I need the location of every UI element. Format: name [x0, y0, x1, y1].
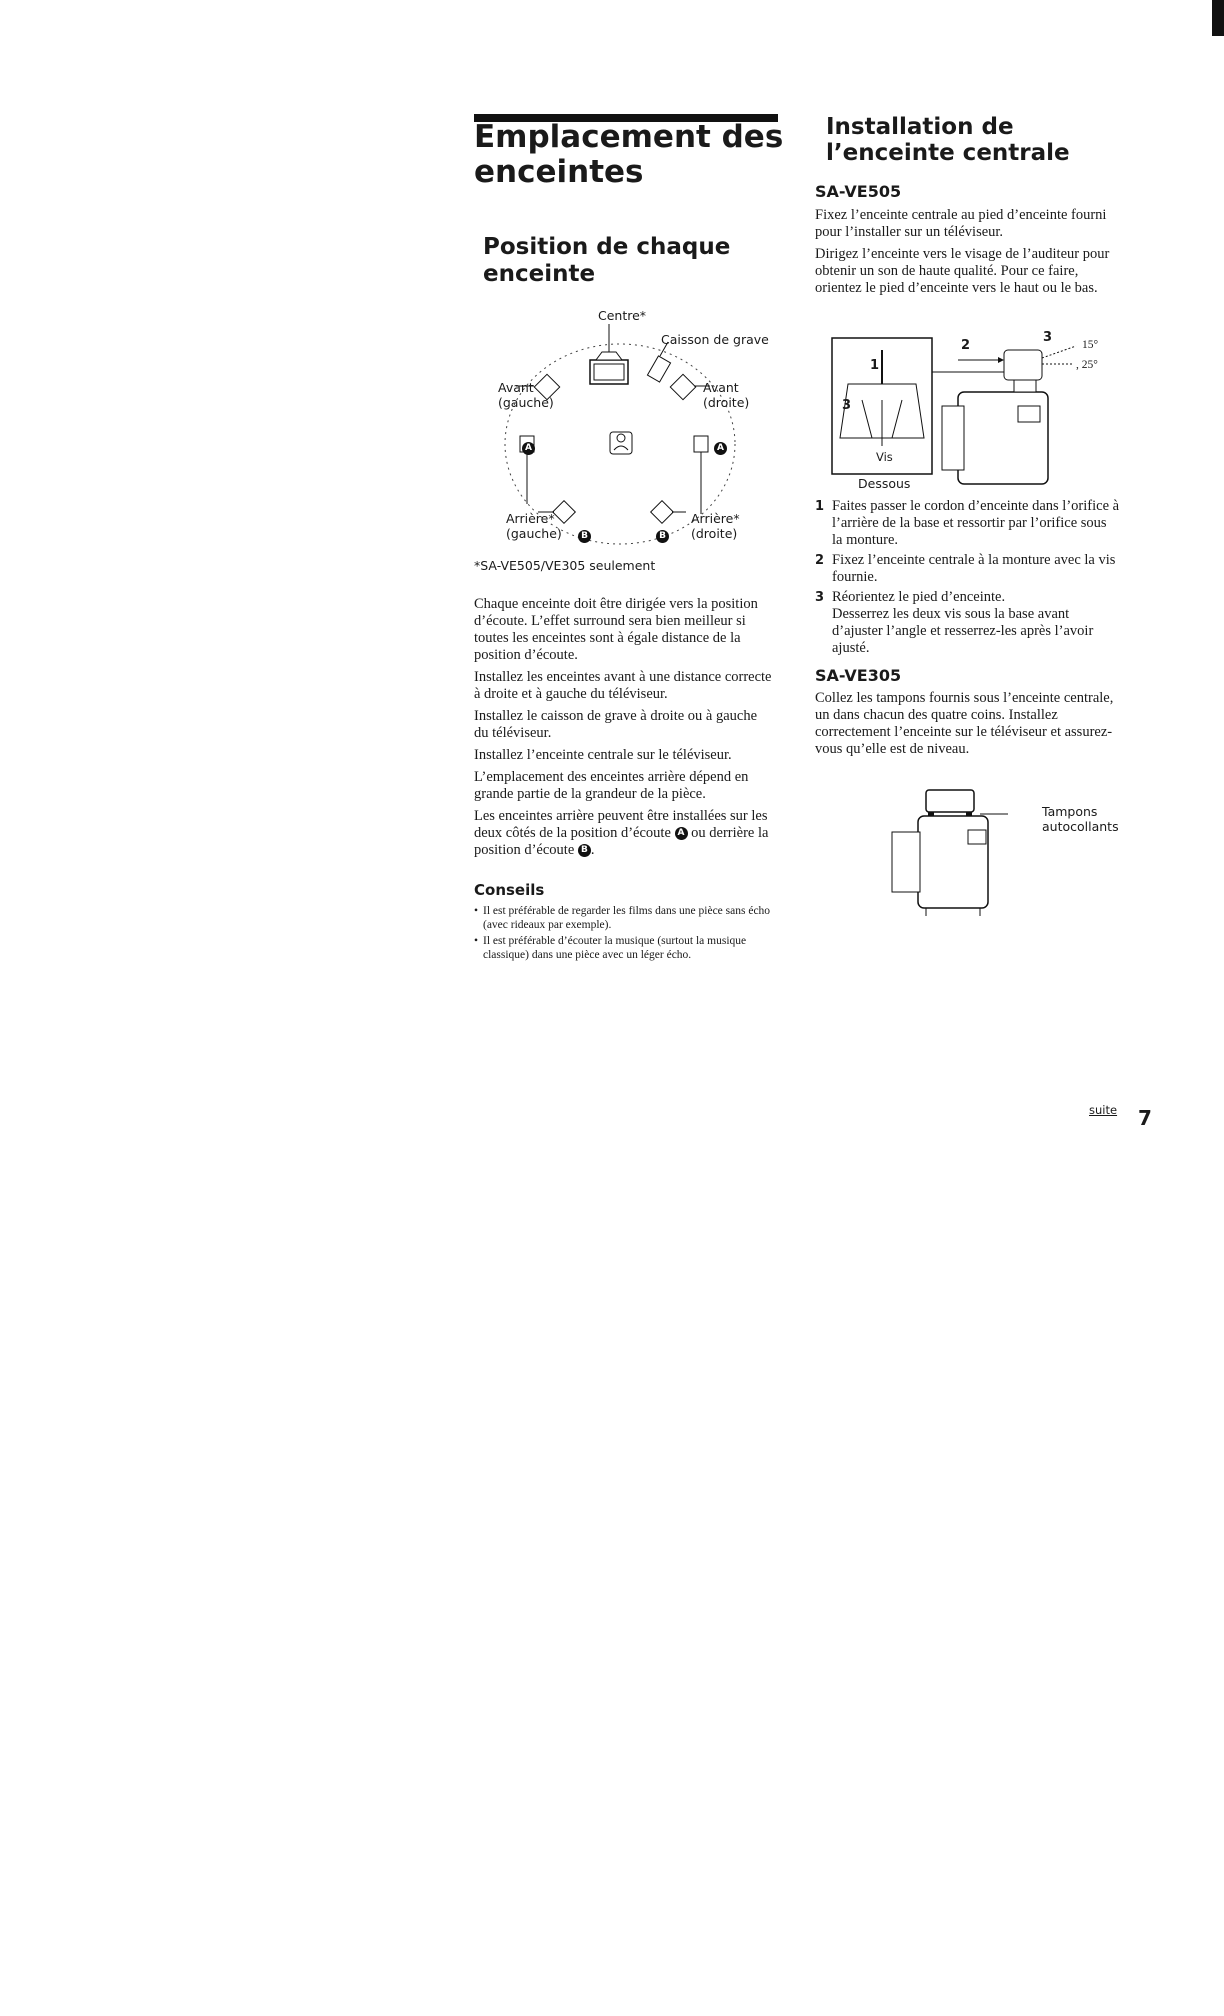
paragraph-6-part1: Les enceintes arrière peuvent être installées sur les deux côtés de la position d’écoute [474, 808, 768, 841]
footnote: *SA-VE505/VE305 seulement [474, 558, 656, 573]
fig1-angle-25: , 25° [1076, 359, 1098, 371]
step-number: 1 [815, 499, 825, 514]
step-item [815, 552, 1120, 586]
ve505-body [815, 207, 1120, 302]
fig1-step-3a: 3 [1043, 330, 1053, 345]
fig1-step-1: 1 [870, 358, 880, 373]
marker-a-left: A [522, 442, 535, 455]
paragraph-6-part2: ou derrière la position d’écoute [474, 825, 769, 858]
fig1-angle-15: 15° [1082, 339, 1099, 351]
marker-a-inline: A [675, 827, 688, 840]
marker-b-inline: B [578, 844, 591, 857]
stand-mounting-figure [828, 330, 1118, 498]
paragraph-4: Installez l’enceinte centrale sur le téléviseur. [474, 747, 732, 763]
paragraph-5: L’emplacement des enceintes arrière dépend en grande partie de la grandeur de la pièce. [474, 769, 749, 802]
subsection-title-ve305: SA-VE305 [815, 666, 902, 685]
page-number: 7 [1138, 1106, 1152, 1130]
step-item [815, 498, 1120, 549]
section-title-installation: Installation de l’enceinte centrale [826, 114, 1070, 166]
fig1-step-2: 2 [961, 338, 971, 353]
paragraph-6-part3: . [590, 842, 595, 858]
fig1-label-vis: Vis [876, 450, 893, 464]
page-edge-mark [1212, 0, 1224, 36]
step-number: 3 [815, 590, 825, 605]
marker-b-left: B [578, 530, 591, 543]
speaker-placement-diagram [488, 304, 788, 554]
label-adhesive-pads: Tampons autocollants [1042, 804, 1119, 834]
paragraph-3: Installez le caisson de grave à droite ou à gauche du téléviseur. [474, 708, 758, 741]
label-rear-right: Arrière* (droite) [691, 511, 740, 541]
stand-mounting-illustration [828, 330, 1118, 498]
label-front-right: Avant (droite) [703, 380, 750, 410]
ve305-paragraph: Collez les tampons fournis sous l’enceinte centrale, un dans chacun des quatre coins. Installez correctement l’enceinte sur le téléviseur et assurez-vous qu’elle est de niveau. [815, 690, 1114, 757]
step-text: Réorientez le pied d’enceinte. Desserrez les deux vis sous la base avant d’ajuster l’angle et resserrez-les après l’avoir ajusté. [832, 589, 1094, 656]
tip-item: • Il est préférable de regarder les films dans une pièce sans écho (avec rideaux par exemple). [474, 904, 774, 932]
paragraph-6 [474, 808, 774, 859]
step-text: Fixez l’enceinte centrale à la monture avec la vis fournie. [832, 552, 1116, 585]
page-title: Emplacement des enceintes [474, 119, 784, 190]
marker-b-right: B [656, 530, 669, 543]
paragraph-1: Chaque enceinte doit être dirigée vers la position d’écoute. L’effet surround sera bien meilleur si toutes les enceintes sont à égale distance de la position d’écoute. [474, 596, 758, 663]
label-center: Centre* [598, 308, 647, 323]
ve505-paragraph-2: Dirigez l’enceinte vers le visage de l’auditeur pour obtenir un son de haute qualité. Pour ce faire, orientez le pied d’enceinte vers le haut ou le bas. [815, 246, 1110, 296]
step-number: 2 [815, 553, 825, 568]
installation-steps [815, 498, 1120, 660]
label-rear-left: Arrière* (gauche) [506, 511, 562, 541]
pads-figure [888, 786, 1128, 922]
section-title-position: Position de chaque enceinte [483, 234, 731, 287]
tip-item: • Il est préférable d’écouter la musique (surtout la musique classique) dans une pièce avec un léger écho. [474, 934, 774, 962]
fig1-step-3b: 3 [842, 398, 852, 413]
paragraph-2: Installez les enceintes avant à une distance correcte à droite et à gauche du téléviseur. [474, 669, 772, 702]
step-text: Faites passer le cordon d’enceinte dans l’orifice à l’arrière de la base et ressortir par l’orifice sous la monture. [832, 498, 1120, 548]
label-front-left: Avant (gauche) [498, 380, 554, 410]
continue-label: suite [1089, 1103, 1118, 1117]
left-body [474, 596, 774, 864]
fig1-label-dessous: Dessous [858, 476, 911, 491]
label-subwoofer: Caisson de grave [661, 332, 769, 347]
tips-title: Conseils [474, 881, 545, 899]
marker-a-right: A [714, 442, 727, 455]
ve505-paragraph-1: Fixez l’enceinte centrale au pied d’enceinte fourni pour l’installer sur un téléviseur. [815, 207, 1107, 240]
tips-list [474, 904, 774, 964]
subsection-title-ve505: SA-VE505 [815, 182, 902, 201]
step-item [815, 589, 1120, 657]
